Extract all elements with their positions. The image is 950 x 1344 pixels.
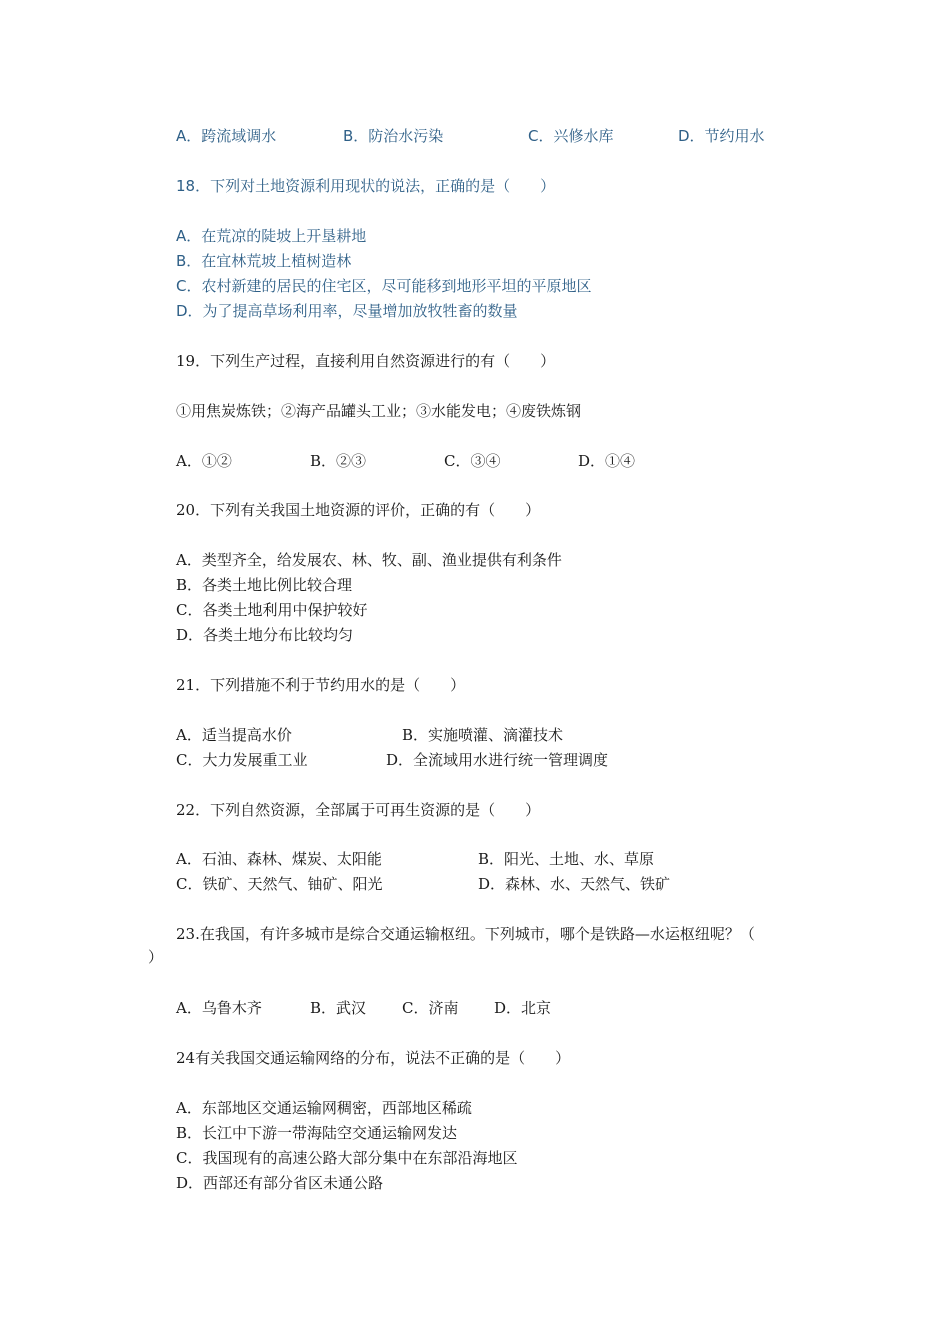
q18-option-c: C．农村新建的居民的住宅区，尽可能移到地形平坦的平原地区 xyxy=(176,277,592,295)
q24-stem: 24有关我国交通运输网络的分布，说法不正确的是（ ） xyxy=(176,1049,571,1067)
q23-option-c: C．济南 xyxy=(402,999,459,1017)
q23-option-b: B．武汉 xyxy=(310,999,367,1017)
q19-option-d: D．①④ xyxy=(578,452,636,470)
q18-stem: 18．下列对土地资源利用现状的说法，正确的是（ ） xyxy=(176,177,556,195)
q19-option-a: A．①② xyxy=(176,452,232,470)
q17-option-b: B．防治水污染 xyxy=(343,127,444,145)
q23-stem: 23.在我国，有许多城市是综合交通运输枢纽。下列城市，哪个是铁路—水运枢纽呢？（ xyxy=(176,925,755,943)
q20-option-d: D．各类土地分布比较均匀 xyxy=(176,626,354,644)
q17-option-a: A．跨流域调水 xyxy=(176,127,277,145)
q22-option-a: A．石油、森林、煤炭、太阳能 xyxy=(176,850,382,868)
q24-option-c: C．我国现有的高速公路大部分集中在东部沿海地区 xyxy=(176,1149,518,1167)
q17-option-d: D．节约用水 xyxy=(678,127,765,145)
q17-option-c: C．兴修水库 xyxy=(528,127,614,145)
q21-option-c: C．大力发展重工业 xyxy=(176,751,308,769)
q19-option-b: B．②③ xyxy=(310,452,367,470)
q22-option-b: B．阳光、土地、水、草原 xyxy=(478,850,655,868)
q20-option-b: B．各类土地比例比较合理 xyxy=(176,576,353,594)
q19-stem: 19．下列生产过程，直接利用自然资源进行的有（ ） xyxy=(176,352,556,370)
q19-statements: ①用焦炭炼铁；②海产品罐头工业；③水能发电；④废铁炼钢 xyxy=(176,402,582,420)
q24-option-b: B．长江中下游一带海陆空交通运输网发达 xyxy=(176,1124,458,1142)
q22-option-c: C．铁矿、天然气、铀矿、阳光 xyxy=(176,875,383,893)
q18-option-a: A．在荒凉的陡坡上开垦耕地 xyxy=(176,227,367,245)
q19-option-c: C．③④ xyxy=(444,452,501,470)
q21-option-a: A．适当提高水价 xyxy=(176,726,292,744)
q20-option-c: C．各类土地利用中保护较好 xyxy=(176,601,368,619)
q24-option-a: A．东部地区交通运输网稠密，西部地区稀疏 xyxy=(176,1099,472,1117)
q21-option-d: D．全流域用水进行统一管理调度 xyxy=(386,751,609,769)
q22-stem: 22．下列自然资源，全部属于可再生资源的是（ ） xyxy=(176,801,541,819)
q21-stem: 21．下列措施不利于节约用水的是（ ） xyxy=(176,676,466,694)
q18-option-b: B．在宜林荒坡上植树造林 xyxy=(176,252,352,270)
q24-option-d: D．西部还有部分省区未通公路 xyxy=(176,1174,384,1192)
q23-stem-continuation: ） xyxy=(148,948,164,966)
q21-option-b: B．实施喷灌、滴灌技术 xyxy=(402,726,564,744)
q23-option-a: A．乌鲁木齐 xyxy=(176,999,262,1017)
q23-option-d: D．北京 xyxy=(494,999,552,1017)
q20-stem: 20．下列有关我国土地资源的评价，正确的有（ ） xyxy=(176,501,541,519)
q18-option-d: D．为了提高草场利用率，尽量增加放牧牲畜的数量 xyxy=(176,302,518,320)
q20-option-a: A．类型齐全，给发展农、林、牧、副、渔业提供有利条件 xyxy=(176,551,562,569)
q22-option-d: D．森林、水、天然气、铁矿 xyxy=(478,875,671,893)
